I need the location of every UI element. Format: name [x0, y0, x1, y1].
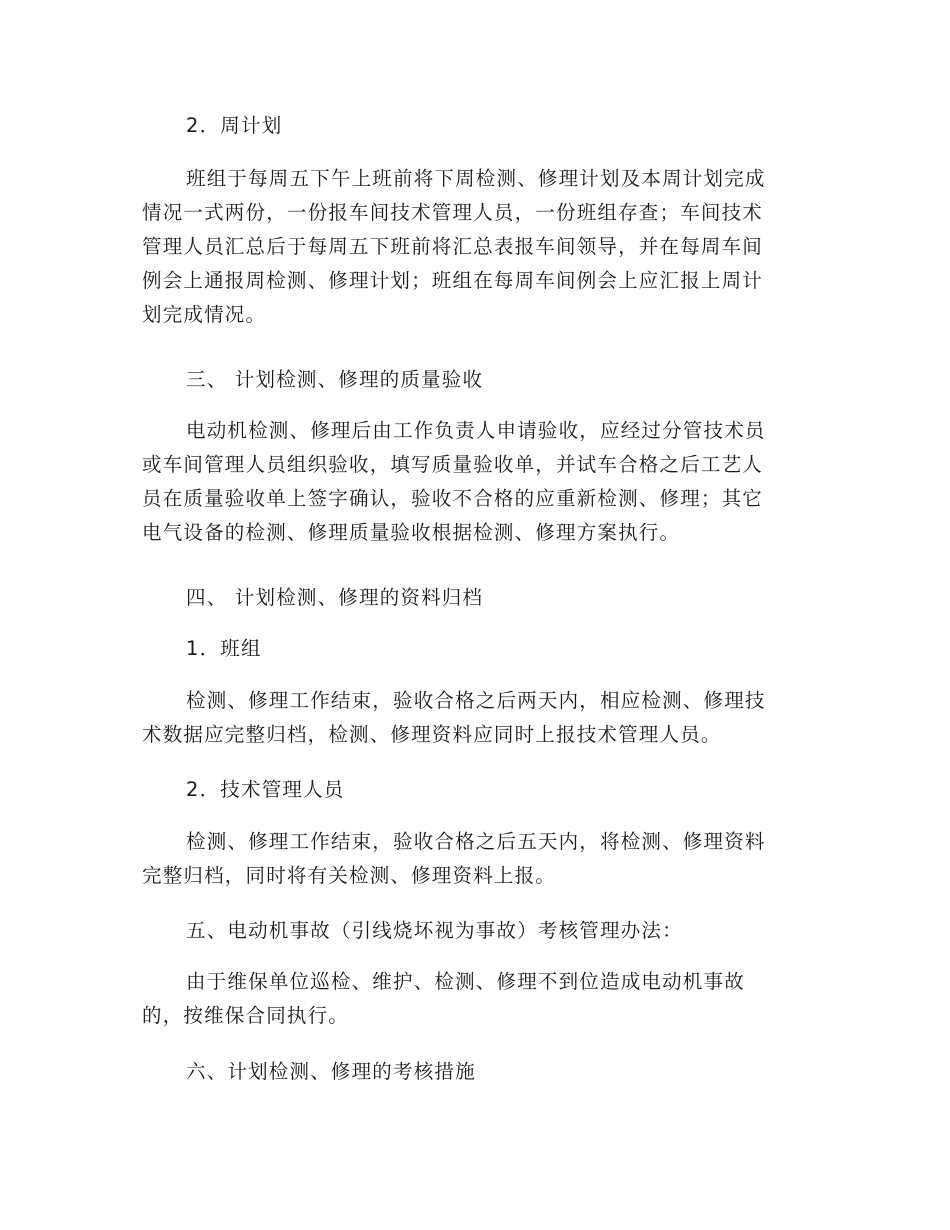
text-line: 检测、修理工作结束，验收合格之后两天内，相应检测、修理技	[186, 689, 766, 712]
text-line: 六、计划检测、修理的考核措施	[186, 1060, 476, 1083]
text-line: 电气设备的检测、修理质量验收根据检测、修理方案执行。	[142, 521, 681, 544]
heading-section-six	[142, 1055, 794, 1089]
text-line: 由于维保单位巡检、维护、检测、修理不到位造成电动机事故	[186, 970, 745, 993]
text-line: 或车间管理人员组织验收，填写质量验收单，并试车合格之后工艺人	[142, 453, 764, 476]
text-line: 1．班组	[186, 637, 262, 660]
paragraph-tech-staff-archive	[142, 825, 794, 893]
text-line: 例会上通报周检测、修理计划；班组在每周车间例会上应汇报上周计	[142, 269, 764, 292]
text-line: 检测、修理工作结束，验收合格之后五天内，将检测、修理资料	[186, 830, 766, 853]
text-line: 电动机检测、修理后由工作负责人申请验收，应经过分管技术员	[186, 419, 766, 442]
paragraph-weekly-plan-body	[142, 162, 794, 332]
text-line: 的，按维保合同执行。	[142, 1004, 350, 1027]
text-line: 班组于每周五下午上班前将下周检测、修理计划及本周计划完成	[186, 167, 766, 190]
paragraph-accident-assessment	[142, 965, 794, 1033]
text-line: 2．技术管理人员	[186, 778, 345, 801]
paragraph-quality-acceptance	[142, 414, 794, 550]
heading-weekly-plan	[142, 109, 794, 143]
heading-section-five	[142, 914, 794, 948]
text-line: 术数据应完整归档，检测、修理资料应同时上报技术管理人员。	[142, 723, 722, 746]
text-line: 完整归档，同时将有关检测、修理资料上报。	[142, 864, 557, 887]
paragraph-team-archive	[142, 684, 794, 752]
heading-section-four	[142, 581, 794, 615]
heading-team	[142, 632, 794, 666]
text-line: 五、电动机事故（引线烧坏视为事故）考核管理办法：	[186, 919, 683, 942]
text-line: 三、 计划检测、修理的质量验收	[186, 368, 484, 391]
heading-tech-staff	[142, 773, 794, 807]
text-line: 情况一式两份，一份报车间技术管理人员，一份班组存查；车间技术	[142, 201, 764, 224]
text-line: 划完成情况。	[142, 303, 267, 326]
heading-section-three	[142, 363, 794, 397]
text-line: 员在质量验收单上签字确认，验收不合格的应重新检测、修理；其它	[142, 487, 764, 510]
text-line: 四、 计划检测、修理的资料归档	[186, 586, 484, 609]
text-line: 管理人员汇总后于每周五下班前将汇总表报车间领导，并在每周车间	[142, 235, 764, 258]
text-line: 2．周计划	[186, 114, 283, 137]
